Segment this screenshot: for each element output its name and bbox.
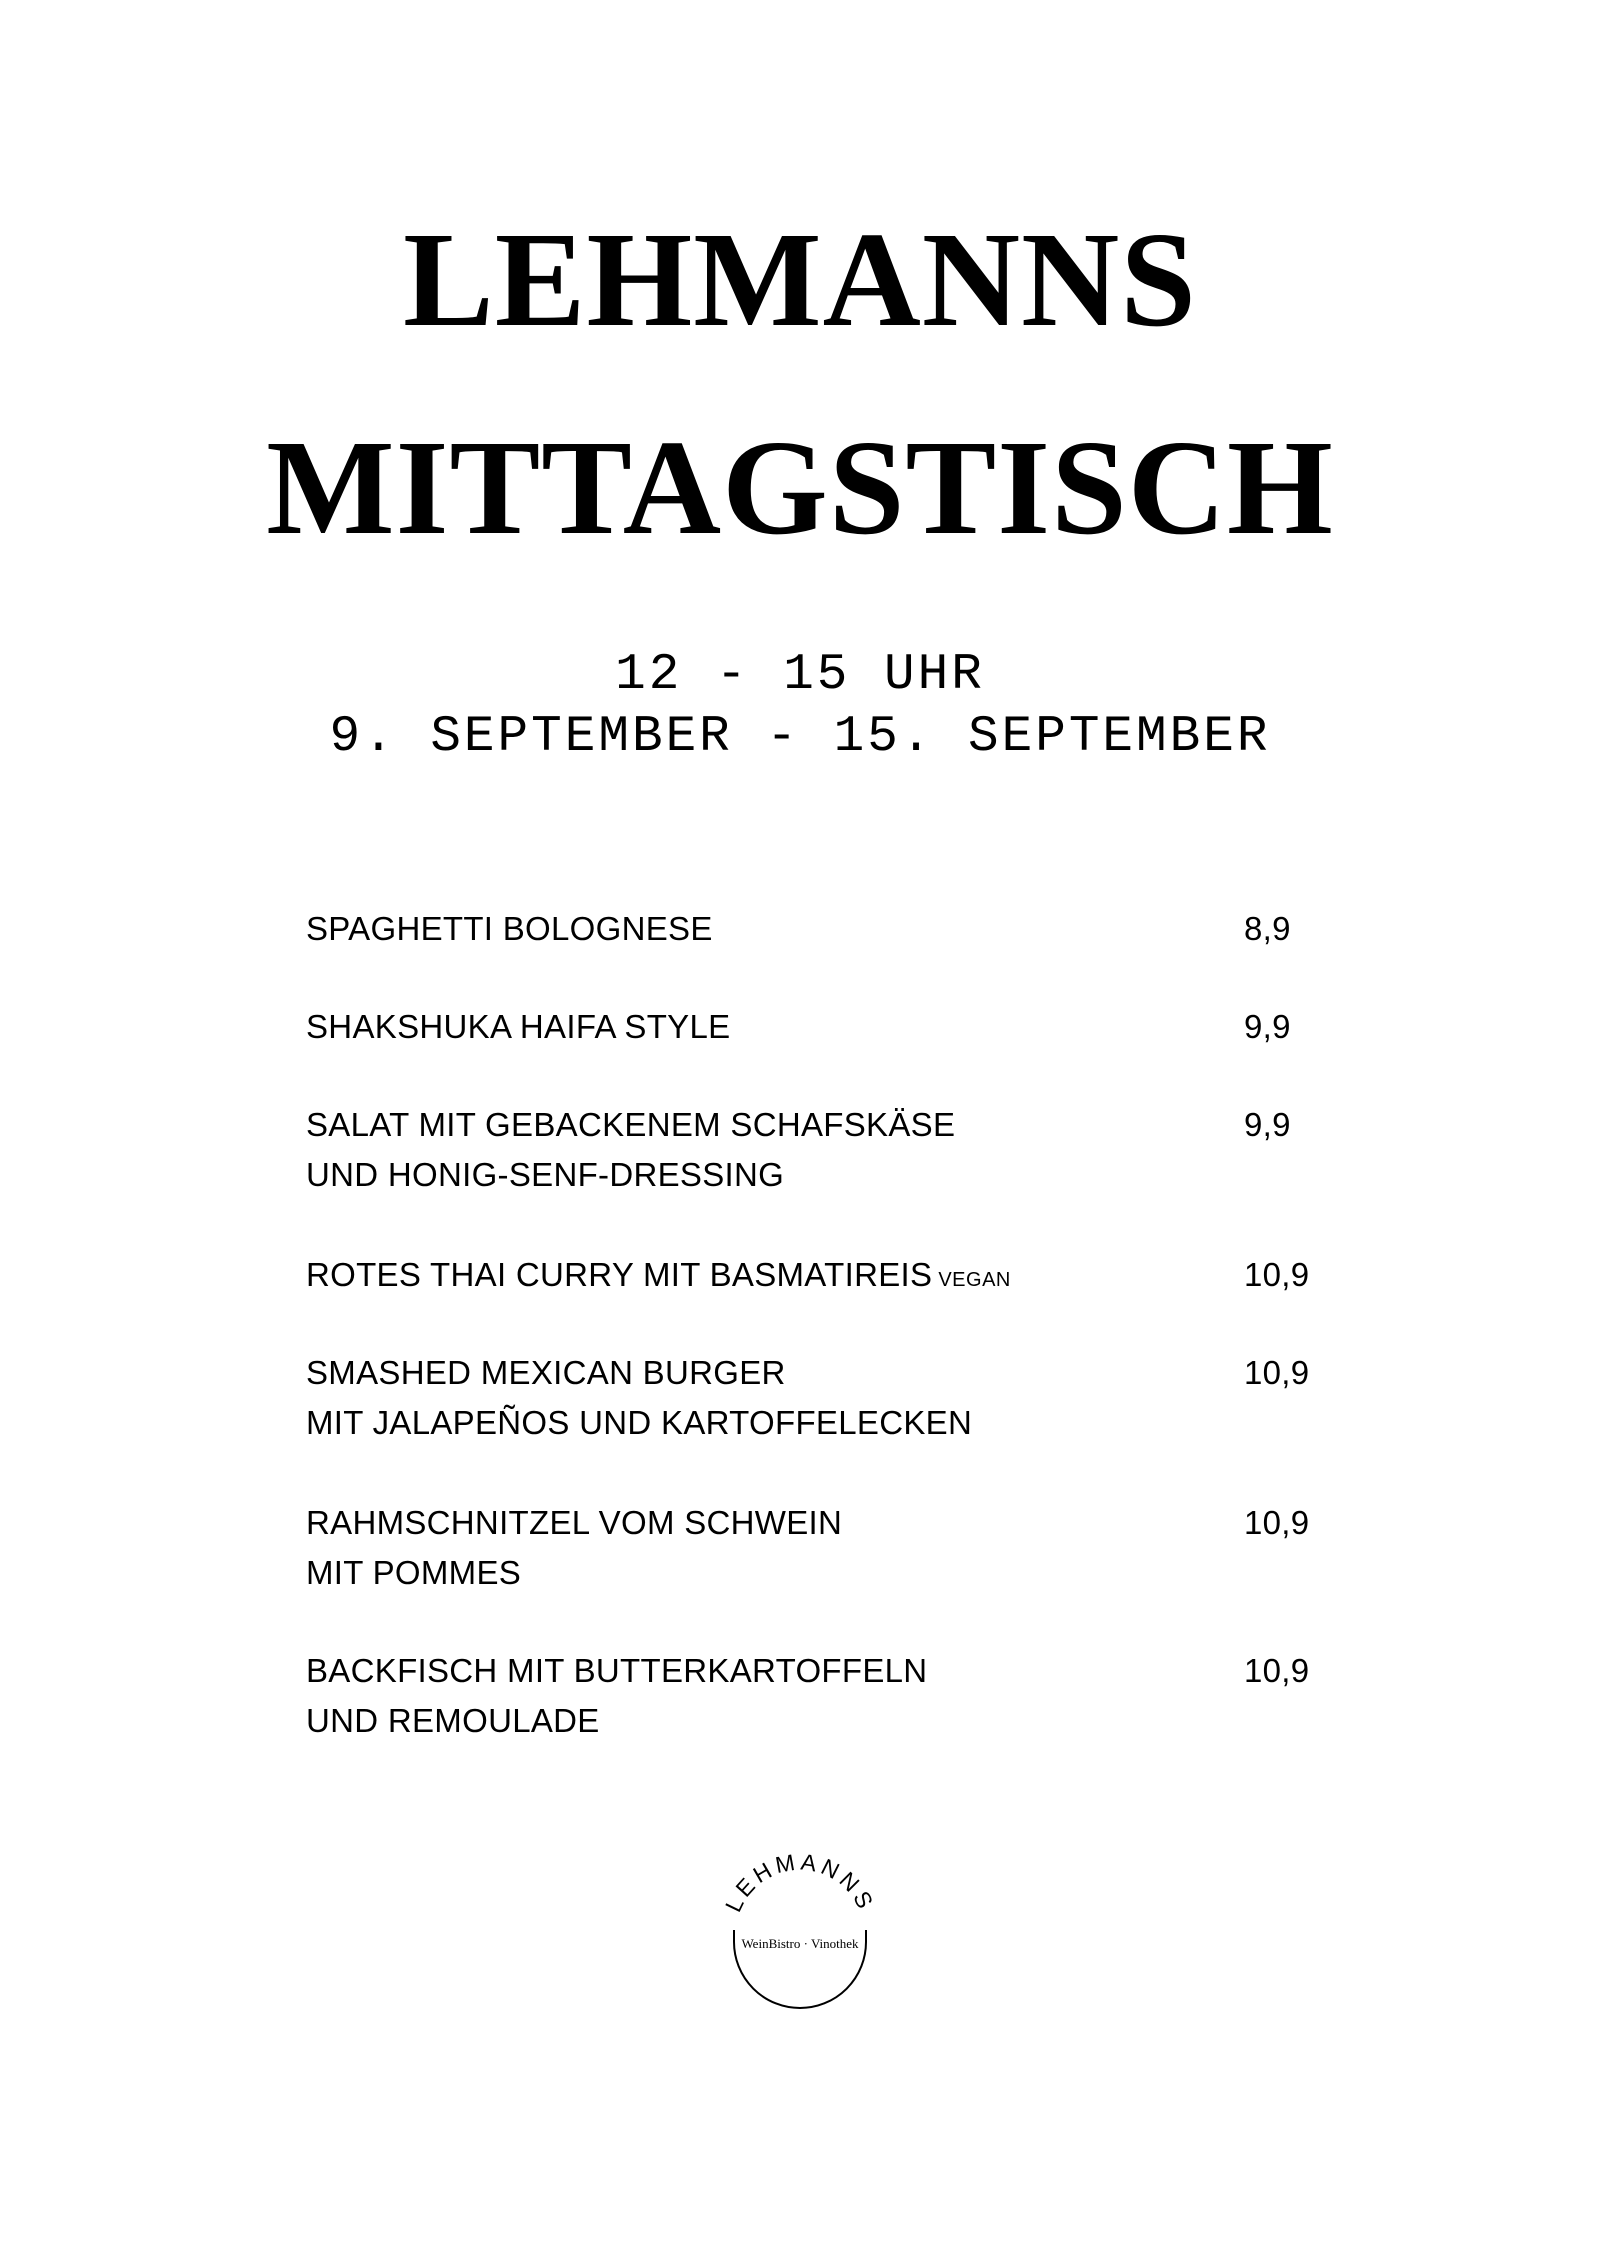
menu-item-title: RAHMSCHNITZEL VOM SCHWEIN: [306, 1504, 843, 1541]
menu-item-title: ROTES THAI CURRY MIT BASMATIREIS: [306, 1256, 933, 1293]
logo-arc-text: LEHMANNS: [719, 1848, 881, 1916]
menu-item-price: 10,9: [1244, 1354, 1310, 1391]
menu-item-name: [306, 904, 1206, 954]
menu-item-subtitle: MIT JALAPEÑOS UND KARTOFFELECKEN: [306, 1404, 973, 1441]
menu-item-price: 10,9: [1244, 1504, 1310, 1541]
page-title-line-2: MITTAGSTISCH: [266, 413, 1334, 563]
menu-item-title: BACKFISCH MIT BUTTERKARTOFFELN: [306, 1652, 928, 1689]
menu-item-subtitle: MIT POMMES: [306, 1554, 522, 1591]
menu-item-price: 10,9: [1244, 1652, 1310, 1689]
menu-item-title: SMASHED MEXICAN BURGER: [306, 1354, 786, 1391]
menu-item-subtitle: UND HONIG-SENF-DRESSING: [306, 1156, 785, 1193]
menu-item-name: [306, 1002, 1206, 1052]
logo-circle-arc: [734, 1942, 866, 2008]
opening-hours: 12 - 15 UHR: [615, 647, 985, 704]
menu-item-price: 10,9: [1244, 1256, 1310, 1293]
lehmanns-logo: [710, 1846, 890, 2026]
menu-item-name: [306, 1646, 1206, 1746]
menu-item-price: 8,9: [1244, 910, 1291, 947]
date-range: 9. SEPTEMBER - 15. SEPTEMBER: [329, 709, 1271, 766]
menu-item-name: [306, 1498, 1206, 1598]
logo-emblem: [710, 1846, 890, 2026]
menu-item-title: SPAGHETTI BOLOGNESE: [306, 910, 713, 947]
vegan-tag: VEGAN: [938, 1269, 1011, 1291]
page-title-line-1: LEHMANNS: [403, 205, 1197, 355]
menu-item-price: 9,9: [1244, 1008, 1291, 1045]
menu-item-name: [306, 1100, 1206, 1200]
menu-item-name: [306, 1348, 1206, 1448]
menu-item-name: [306, 1250, 1206, 1305]
logo-tagline: WeinBistro · Vinothek: [741, 1936, 859, 1951]
menu-item-subtitle: UND REMOULADE: [306, 1702, 600, 1739]
menu-item-price: 9,9: [1244, 1106, 1291, 1143]
menu-item-title: SALAT MIT GEBACKENEM SCHAFSKÄSE: [306, 1106, 956, 1143]
menu-item-title: SHAKSHUKA HAIFA STYLE: [306, 1008, 731, 1045]
